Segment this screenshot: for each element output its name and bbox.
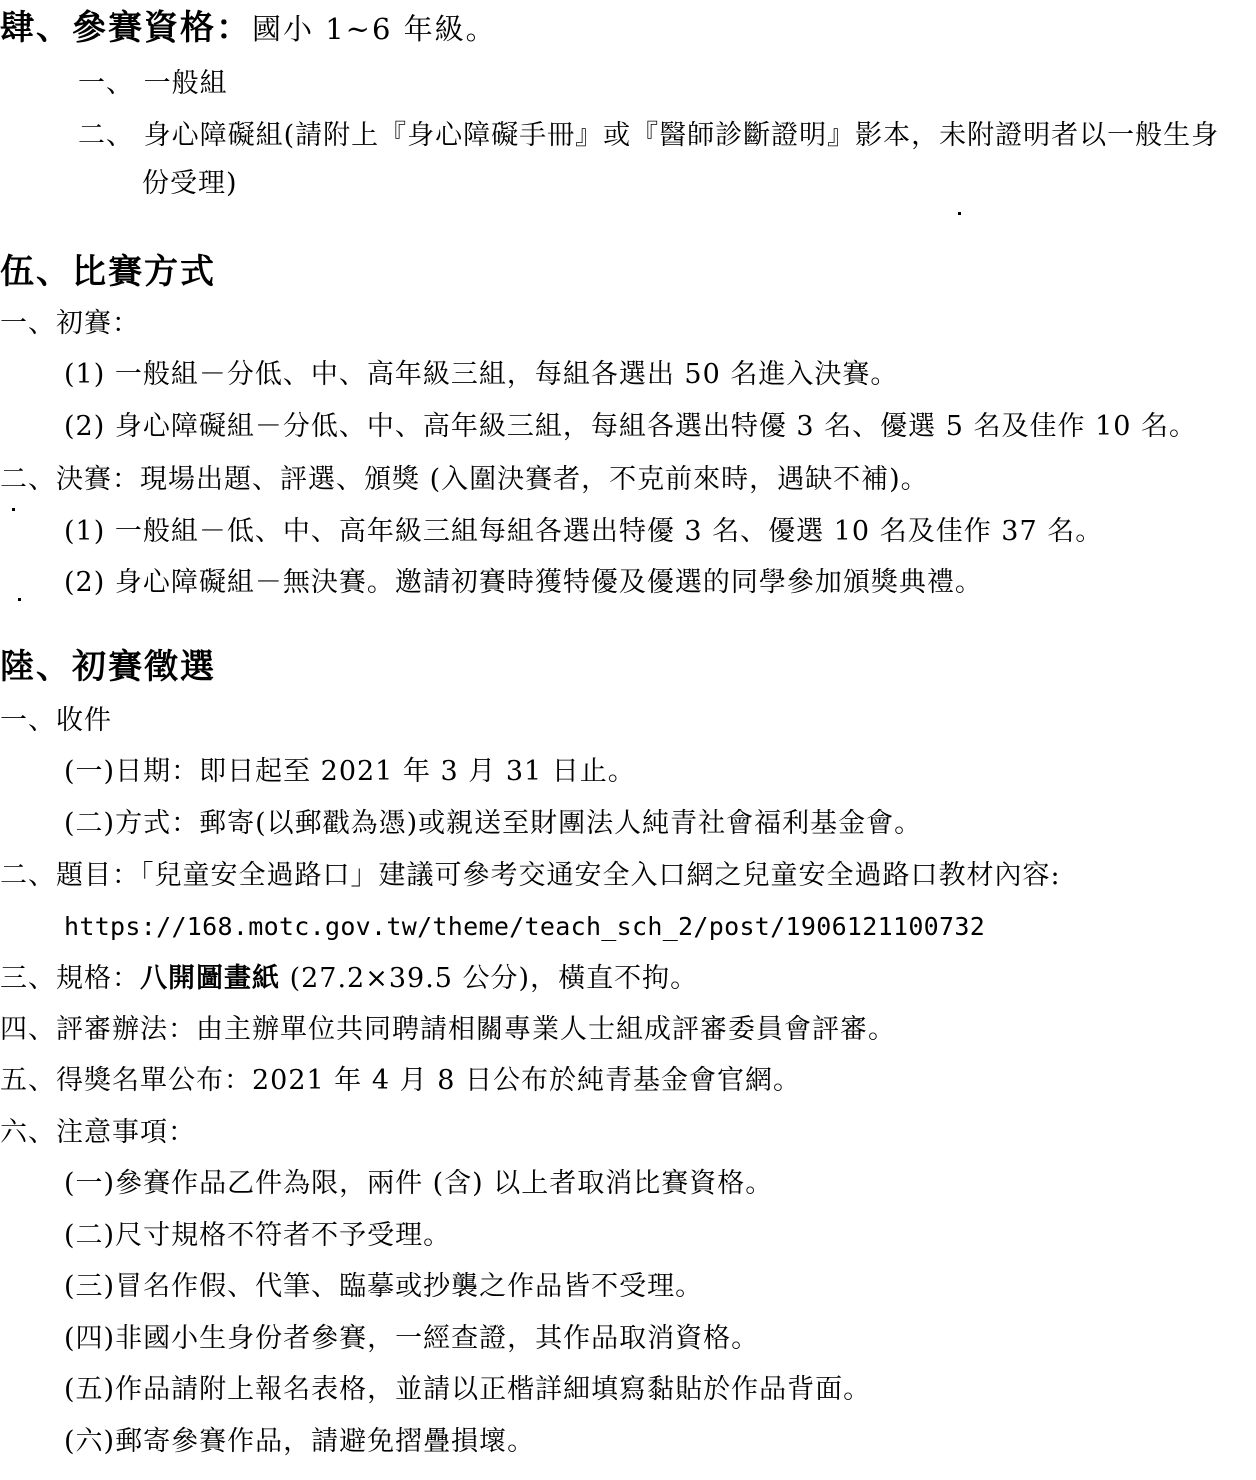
scan-speck: [18, 598, 21, 601]
section-5-heading: 伍、比賽方式: [0, 252, 216, 292]
note-item-6: (六)郵寄參賽作品，請避免摺疊損壞。: [64, 1426, 536, 1457]
prelim-label: 一、初賽：: [0, 308, 140, 339]
collect-label: 一、收件: [0, 705, 112, 736]
collect-item-method: (二)方式：郵寄(以郵戳為憑)或親送至財團法人純青社會福利基金會。: [64, 808, 923, 839]
scan-speck: [12, 508, 15, 511]
section-4-item-2-cont: 份受理): [142, 168, 238, 199]
section-4-heading: [0, 6, 497, 51]
announce-line: 五、得獎名單公布：2021 年 4 月 8 日公布於純青基金會官網。: [0, 1065, 801, 1096]
final-item-2: (2) 身心障礙組－無決賽。邀請初賽時獲特優及優選的同學參加頒獎典禮。: [64, 567, 983, 598]
note-item-3: (三)冒名作假、代筆、臨摹或抄襲之作品皆不受理。: [64, 1271, 704, 1302]
spec-label: 三、規格：: [0, 963, 140, 994]
prelim-item-2: (2) 身心障礙組－分低、中、高年級三組，每組各選出特優 3 名、優選 5 名及佳作 10 名。: [64, 411, 1198, 442]
note-item-5: (五)作品請附上報名表格，並請以正楷詳細填寫黏貼於作品背面。: [64, 1374, 872, 1405]
section-6-heading: 陸、初賽徵選: [0, 647, 216, 687]
note-item-4: (四)非國小生身份者參賽，一經查證，其作品取消資格。: [64, 1323, 760, 1354]
collect-item-date: (一)日期：即日起至 2021 年 3 月 31 日止。: [64, 756, 636, 787]
section-4-item-1: 一、 一般組: [78, 68, 228, 99]
topic-label: 二、題目：「兒童安全過路口」建議可參考交通安全入口網之兒童安全過路口教材內容:: [0, 860, 1061, 891]
prelim-item-1: (1) 一般組－分低、中、高年級三組，每組各選出 50 名進入決賽。: [64, 359, 899, 390]
final-label: 二、決賽：現場出題、評選、頒獎 (入圍決賽者，不克前來時，遇缺不補)。: [0, 464, 929, 495]
spec-size: (27.2×39.5 公分)，橫直不拘。: [280, 963, 699, 994]
spec-line: [0, 961, 698, 997]
note-item-1: (一)參賽作品乙件為限，兩件 (含) 以上者取消比賽資格。: [64, 1168, 774, 1199]
spec-paper: 八開圖畫紙: [140, 963, 280, 994]
topic-url: https://168.motc.gov.tw/theme/teach_sch_2/post/1906121100732: [64, 912, 986, 941]
section-4-item-2: 二、 身心障礙組(請附上『身心障礙手冊』或『醫師診斷證明』影本，未附證明者以一般生身: [78, 120, 1220, 151]
scan-speck: [958, 212, 961, 215]
section-4-eligibility: 國小 1~6 年級。: [252, 12, 497, 46]
notes-label: 六、注意事項：: [0, 1117, 196, 1148]
note-item-2: (二)尺寸規格不符者不予受理。: [64, 1220, 452, 1251]
section-4-title: 肆、參賽資格：: [0, 8, 252, 48]
judging-line: 四、評審辦法：由主辦單位共同聘請相關專業人士組成評審委員會評審。: [0, 1014, 896, 1045]
final-item-1: (1) 一般組－低、中、高年級三組每組各選出特優 3 名、優選 10 名及佳作 37 名。: [64, 516, 1104, 547]
